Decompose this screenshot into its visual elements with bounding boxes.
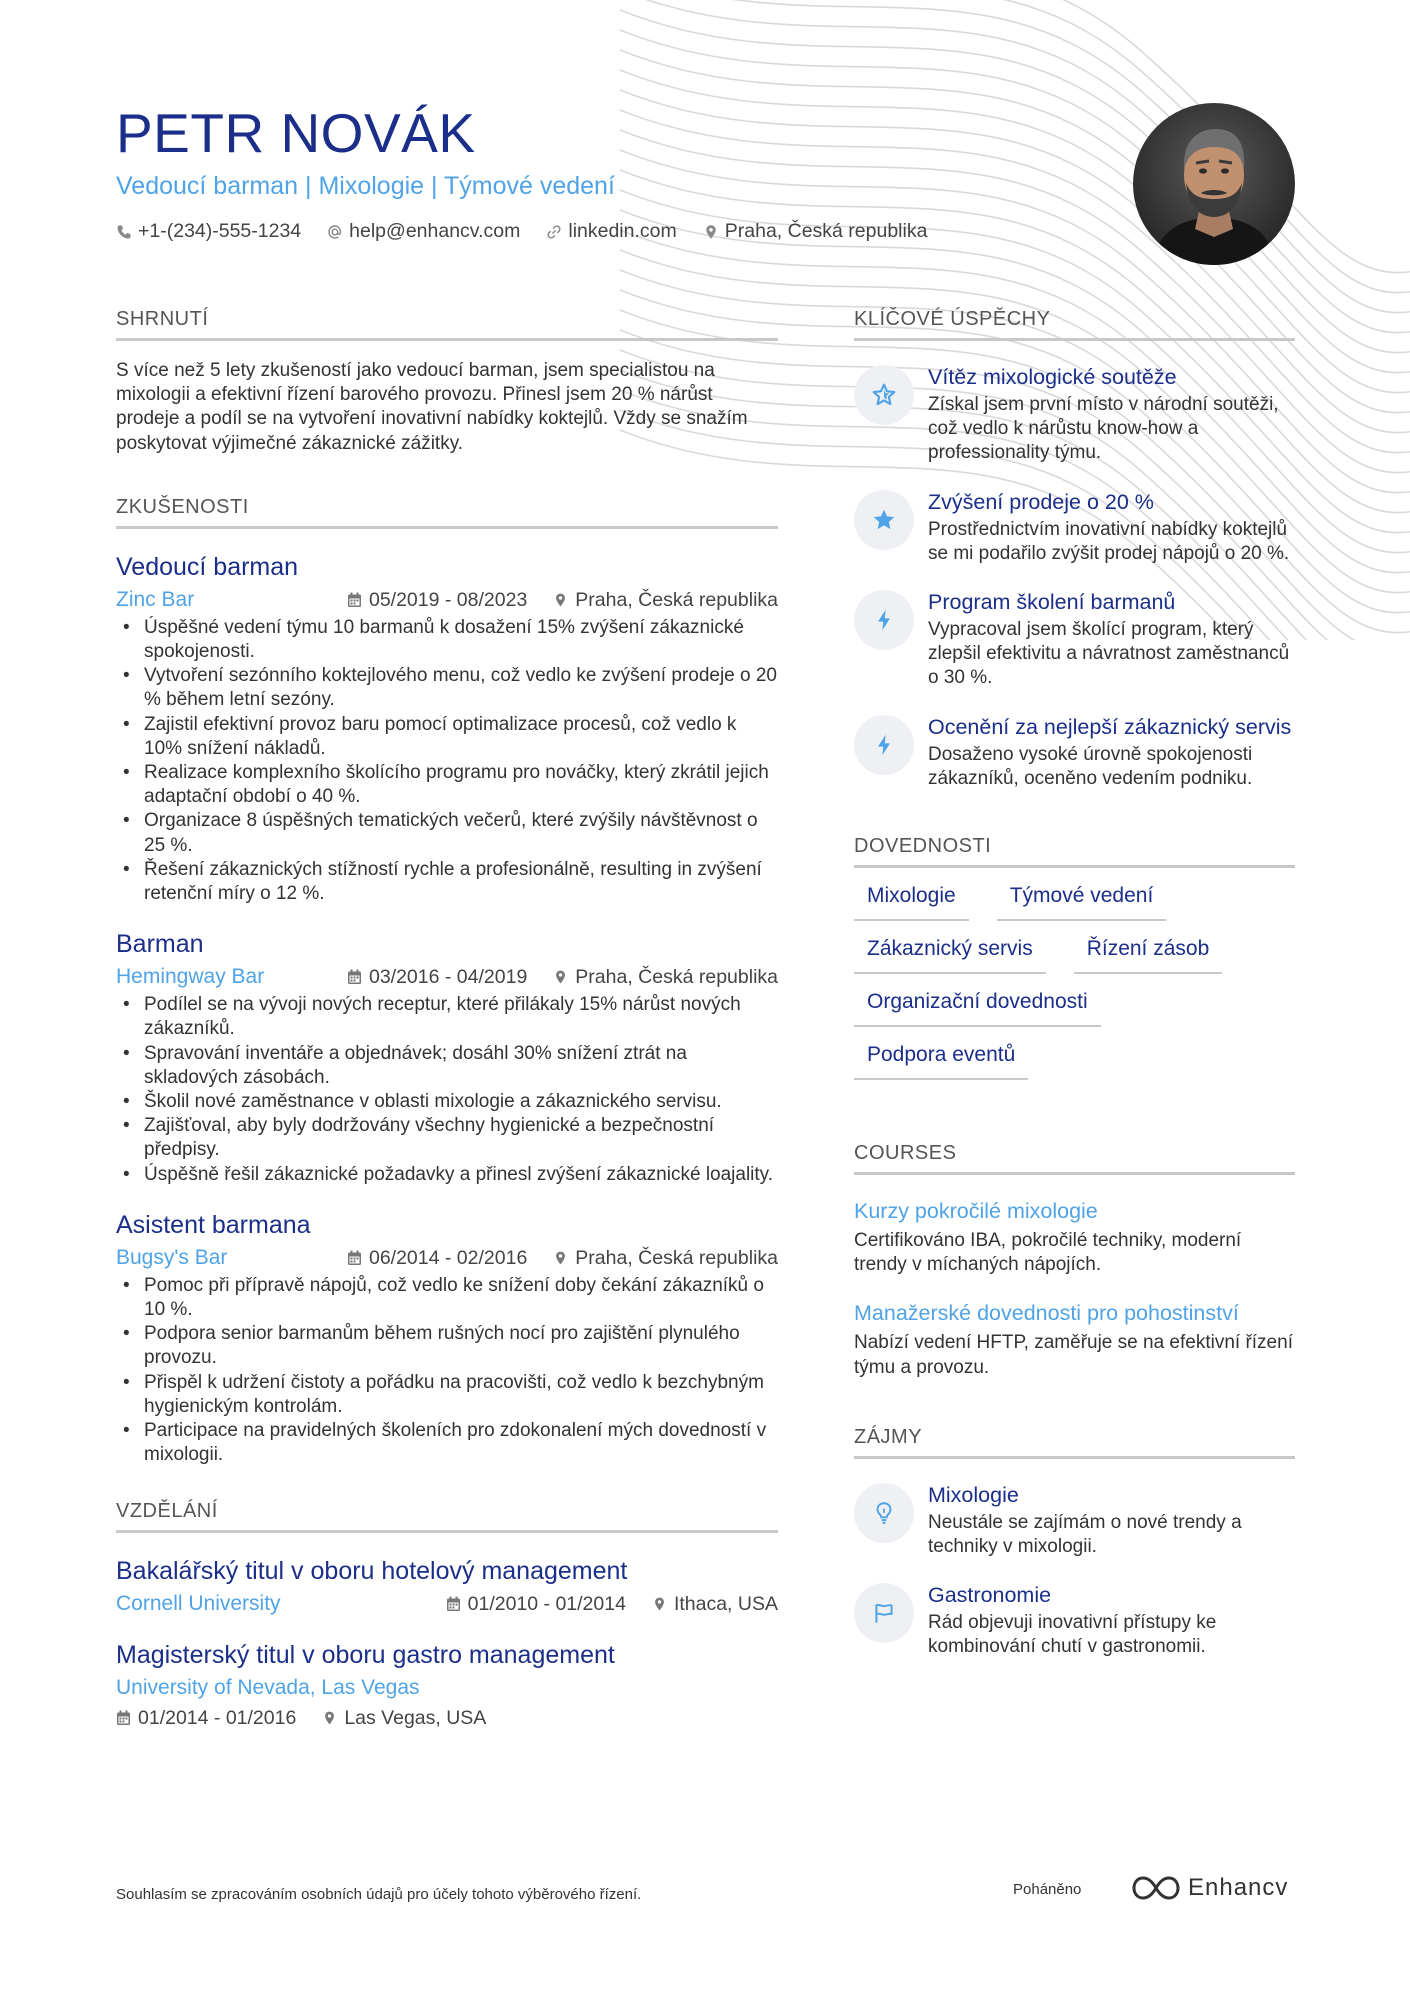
brand-name: Enhancv: [1188, 1874, 1289, 1901]
job-bullet: • Zajišťoval, aby byly dodržovány všechny hygienické a bezpečnostní předpisy.: [116, 1114, 778, 1162]
job-bullet: • Participace na pravidelných školeních pro zdokonalení mých dovedností v mixologii.: [116, 1419, 778, 1467]
experience-section: [116, 494, 778, 1468]
avatar: [1133, 103, 1295, 265]
job-bullet: • Školil nové zaměstnance v oblasti mixologie a zákaznického servisu.: [116, 1090, 778, 1114]
courses-heading: COURSES: [854, 1140, 1295, 1175]
education-meta: [116, 1591, 778, 1617]
education-location: [652, 1591, 778, 1617]
skill-tag: Mixologie: [854, 882, 969, 921]
education-heading: VZDĚLÁNÍ: [116, 1498, 778, 1533]
lightning-icon: [854, 715, 914, 775]
star-icon: [854, 490, 914, 550]
interest-title: Gastronomie: [928, 1583, 1052, 1608]
job-entry: [116, 928, 778, 1187]
job-dates: [347, 964, 527, 990]
education-meta: [116, 1705, 778, 1731]
skill-tag: Organizační dovednosti: [854, 988, 1101, 1027]
degree-title: Bakalářský titul v oboru hotelový management: [116, 1556, 628, 1585]
calendar-icon: [116, 1710, 131, 1726]
job-bullet: • Úspěšně řešil zákaznické požadavky a přinesl zvýšení zákaznické loajality.: [116, 1163, 778, 1187]
job-bullet: • Podpora senior barmanům během rušných nocí pro zajištění plynulého provozu.: [116, 1322, 778, 1370]
job-dates-text: 03/2016 - 04/2019: [368, 966, 528, 989]
job-meta: [116, 1245, 778, 1271]
location-text: Praha, Česká republika: [724, 220, 928, 242]
achievement-item: [854, 488, 1295, 566]
job-bullet: • Zajistil efektivní provoz baru pomocí optimalizace procesů, což vedlo k 10% snížení nákladů.: [116, 713, 778, 761]
skills-section: [854, 833, 1295, 1080]
achievement-body: [928, 713, 1295, 791]
courses-section: [854, 1140, 1295, 1380]
contact-bar: [116, 220, 1016, 243]
calendar-icon: [347, 969, 362, 985]
job-entry: [116, 551, 778, 906]
interest-body: [928, 1581, 1295, 1659]
interest-title: Mixologie: [928, 1482, 1019, 1507]
skill-tag: Zákaznický servis: [854, 935, 1046, 974]
skill-tag: Týmové vedení: [997, 882, 1167, 921]
achievement-desc: Dosaženo vysoké úrovně spokojenosti zákazníků, oceněno vedením podniku.: [928, 743, 1253, 789]
skills-heading: DOVEDNOSTI: [854, 833, 1295, 868]
powered-by-label: Poháněno: [1013, 1881, 1082, 1898]
education-location-text: Ithaca, USA: [673, 1592, 778, 1615]
job-bullet: • Realizace komplexního školícího programu pro nováčky, který zkrátil jejich adaptační období o 40 %.: [116, 761, 778, 809]
job-location: [553, 964, 778, 990]
achievements-section: [854, 306, 1295, 791]
location-pin-icon: [703, 224, 719, 240]
course-item: [854, 1299, 1295, 1379]
job-bullet: • Spravování inventáře a objednávek; dosáhl 30% snížení ztrát na skladových zásobách.: [116, 1042, 778, 1090]
summary-heading: SHRNUTÍ: [116, 306, 778, 341]
interest-body: [928, 1481, 1295, 1559]
achievement-body: [928, 588, 1295, 691]
job-bullets: [116, 993, 778, 1187]
achievement-title: Vítěz mixologické soutěže: [928, 365, 1177, 389]
job-meta: [116, 587, 778, 613]
course-desc: Certifikováno IBA, pokročilé techniky, moderní trendy v míchaných nápojích.: [854, 1230, 1242, 1276]
job-dates: [347, 587, 527, 613]
contact-linkedin[interactable]: [546, 220, 676, 243]
right-column: [854, 306, 1295, 1698]
job-location: [553, 587, 778, 613]
job-bullet: • Organizace 8 úspěšných tematických večerů, které zvýšily návštěvnost o 25 %.: [116, 809, 778, 857]
contact-email[interactable]: [327, 220, 520, 243]
achievement-item: [854, 713, 1295, 791]
education-dates-text: 01/2014 - 01/2016: [138, 1706, 297, 1729]
education-section: [116, 1498, 778, 1731]
contact-phone[interactable]: [116, 220, 301, 243]
achievement-desc: Prostřednictvím inovativní nabídky koktejlů se mi podařilo zvýšit prodej nápojů o 20 %.: [928, 518, 1290, 564]
course-title: Kurzy pokročilé mixologie: [854, 1199, 1098, 1224]
school-name: University of Nevada, Las Vegas: [116, 1675, 420, 1699]
education-dates: [446, 1591, 626, 1617]
job-bullet: • Řešení zákaznických stížností rychle a profesionálně, resulting in zvýšení retenční míry o 12 %.: [116, 858, 778, 906]
candidate-name: PETR NOVÁK: [116, 102, 476, 164]
achievement-desc: Vypracoval jsem školící program, který zlepšil efektivitu a návratnost zaměstnanců o 30 %.: [928, 619, 1290, 689]
location-pin-icon: [553, 592, 568, 608]
job-bullet: • Vytvoření sezónního koktejlového menu, což vedlo ke zvýšení prodeje o 20 % během letní sezóny.: [116, 664, 778, 712]
job-entry: [116, 1209, 778, 1468]
interest-desc: Neustále se zajímám o nové trendy a techniky v mixologii.: [928, 1511, 1242, 1558]
interest-item: [854, 1581, 1295, 1659]
flag-icon: [854, 1583, 914, 1643]
summary-text: S více než 5 lety zkušeností jako vedoucí barman, jsem specialistou na mixologii a efektivní řízení barového provozu. Přinesl jsem 20 % nárůst prodeje a podíl se na vytvoření inovativní nabídky koktejlů. Vždy se snažím poskytovat výjimečné zákaznické zážitky.: [116, 360, 748, 454]
infinity-logo-icon: [1132, 1875, 1180, 1901]
link-icon: [546, 224, 562, 240]
course-item: [854, 1197, 1295, 1277]
calendar-icon: [347, 592, 362, 608]
achievement-desc: Získal jsem první místo v národní soutěži, což vedlo k nárůstu know-how a professionality týmu.: [928, 394, 1279, 464]
interest-item: [854, 1481, 1295, 1559]
job-bullets: [116, 616, 778, 906]
education-entry: [116, 1555, 778, 1617]
course-desc: Nabízí vedení HFTP, zaměřuje se na efektivní řízení týmu a provozu.: [854, 1332, 1293, 1378]
location-pin-icon: [553, 969, 568, 985]
candidate-tagline: Vedoucí barman | Mixologie | Týmové vedení: [116, 172, 615, 200]
job-title: Vedoucí barman: [116, 552, 299, 581]
school-name: Cornell University: [116, 1591, 281, 1615]
job-dates: [347, 1245, 527, 1271]
company-name: Zinc Bar: [116, 587, 195, 611]
skill-tag: Řízení zásob: [1074, 935, 1223, 974]
degree-title: Magisterský titul v oboru gastro management: [116, 1640, 615, 1669]
job-bullet: • Pomoc při přípravě nápojů, což vedlo ke snížení doby čekání zákazníků o 10 %.: [116, 1274, 778, 1322]
achievements-heading: KLÍČOVÉ ÚSPĚCHY: [854, 306, 1295, 341]
job-bullets: [116, 1274, 778, 1468]
education-dates-text: 01/2010 - 01/2014: [467, 1592, 626, 1615]
company-name: Hemingway Bar: [116, 965, 265, 989]
location-pin-icon: [652, 1596, 667, 1612]
course-title: Manažerské dovednosti pro pohostinství: [854, 1301, 1239, 1326]
education-location-text: Las Vegas, USA: [344, 1706, 487, 1729]
contact-location: [703, 220, 928, 243]
enhancv-logo[interactable]: [1132, 1874, 1288, 1902]
lightbulb-icon: [854, 1483, 914, 1543]
skills-list: [854, 882, 1295, 1080]
education-entry: [116, 1639, 778, 1731]
at-icon: [327, 224, 343, 240]
lightning-icon: [854, 590, 914, 650]
achievement-title: Zvýšení prodeje o 20 %: [928, 489, 1154, 514]
job-bullet: • Úspěšné vedení týmu 10 barmanů k dosažení 15% zvýšení zákaznické spokojenosti.: [116, 616, 778, 664]
company-name: Bugsy's Bar: [116, 1245, 228, 1269]
skill-tag: Podpora eventů: [854, 1041, 1028, 1080]
summary-section: [116, 306, 778, 456]
job-location-text: Praha, Česká republika: [575, 1246, 778, 1269]
job-title: Barman: [116, 930, 204, 959]
resume-header: [116, 100, 1016, 243]
phone-icon: [116, 224, 132, 240]
achievement-body: [928, 488, 1295, 566]
job-location-text: Praha, Česká republika: [575, 588, 778, 611]
achievement-item: [854, 588, 1295, 691]
location-pin-icon: [322, 1710, 337, 1726]
calendar-icon: [446, 1596, 461, 1612]
job-location-text: Praha, Česká republika: [575, 966, 778, 989]
calendar-icon: [347, 1250, 362, 1266]
job-meta: [116, 964, 778, 990]
education-location: [322, 1705, 486, 1731]
achievement-item: [854, 363, 1295, 466]
experience-heading: ZKUŠENOSTI: [116, 494, 778, 529]
education-dates: [116, 1705, 296, 1731]
phone-text: +1-(234)-555-1234: [138, 220, 302, 242]
location-pin-icon: [553, 1250, 568, 1266]
achievement-title: Ocenění za nejlepší zákaznický servis: [928, 714, 1292, 739]
education-meta: [116, 1675, 778, 1701]
linkedin-text: linkedin.com: [568, 220, 677, 242]
left-column: [116, 306, 778, 1769]
consent-note: Souhlasím se zpracováním osobních údajů pro účely tohoto výběrového řízení.: [116, 1886, 642, 1903]
job-title: Asistent barmana: [116, 1210, 311, 1239]
job-bullet: • Přispěl k udržení čistoty a pořádku na pracovišti, což vedlo k bezchybným hygienickým kontrolám.: [116, 1371, 778, 1419]
interest-desc: Rád objevuji inovativní přístupy ke kombinování chutí v gastronomii.: [928, 1612, 1217, 1658]
job-dates-text: 05/2019 - 08/2023: [368, 588, 528, 611]
star-outline-icon: [854, 365, 914, 425]
job-bullet: • Podílel se na vývoji nových receptur, které přilákaly 15% nárůst nových zákazníků.: [116, 993, 778, 1041]
achievement-body: [928, 363, 1295, 466]
job-location: [553, 1245, 778, 1271]
interests-section: [854, 1424, 1295, 1660]
job-dates-text: 06/2014 - 02/2016: [368, 1246, 528, 1269]
interests-heading: ZÁJMY: [854, 1424, 1295, 1459]
achievement-title: Program školení barmanů: [928, 590, 1176, 615]
email-text: help@enhancv.com: [349, 220, 521, 242]
